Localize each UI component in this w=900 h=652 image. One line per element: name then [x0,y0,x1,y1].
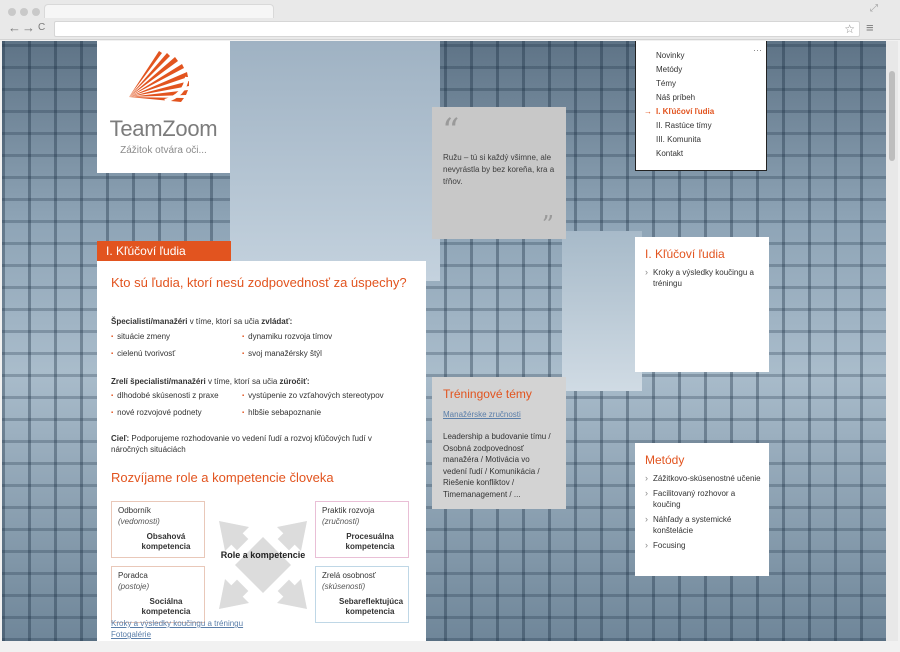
training-title: Tréningové témy [443,387,532,401]
block1-intro-verb: zvládať: [261,317,293,326]
list-item: ▪ vystúpenie zo vzťahových stereotypov [242,388,384,405]
side-box-methods [635,443,769,576]
role-competence: Sebareflektujúca kompetencia [339,597,404,616]
role-sub: (zručnosti) [322,517,360,526]
window-dot-maximize[interactable] [32,8,40,16]
quote-text: Ružu – tú si každý všimne, ale nevyrástla by bez koreňa, kra a tŕňov. [443,153,555,186]
block2-left-list [111,388,219,422]
block1-left-list [111,329,175,363]
nav-item-metody[interactable]: Metódy [656,65,683,74]
role-card-praktik [315,501,409,558]
side-link[interactable]: › Facilitovaný rozhovor a koučing [645,488,763,510]
side-box-list [645,267,763,293]
role-title: Odborník [118,506,151,515]
back-icon[interactable]: ← [8,20,21,35]
nav-item-temy[interactable]: Témy [656,79,676,88]
nav-item-komunita[interactable]: III. Komunita [656,135,701,144]
goal-text [111,433,401,455]
side-link[interactable]: › Focusing [645,540,763,551]
address-bar[interactable] [54,21,860,37]
list-item: ▪ hlbšie sebapoznanie [242,405,384,422]
logo-name: TeamZoom [109,116,218,141]
scrollbar-thumb[interactable] [889,71,895,161]
four-arrows-icon [215,517,311,613]
window-dot-close[interactable] [8,8,16,16]
nav-item-rastuce-timy[interactable]: II. Rastúce tímy [656,121,712,130]
side-box-title: Metódy [645,453,685,467]
role-title: Poradca [118,571,148,580]
role-competence: Procesuálna kompetencia [345,532,395,551]
role-competence: Sociálna kompetencia [141,597,191,616]
browser-tab[interactable] [44,4,274,18]
nav-item-klucovi-ludia[interactable]: → I. Kľúčoví ľudia [646,105,714,119]
list-item: ▪ nové rozvojové podnety [111,405,219,422]
background-sky-2 [562,231,642,391]
link-coaching-results[interactable]: Kroky a výsledky koučingu a tréningu [111,619,244,628]
role-title: Praktik rozvoja [322,506,375,515]
block1-intro [111,316,292,327]
goal-label: Cieľ: [111,434,130,443]
page-viewport [2,41,898,641]
role-sub: (postoje) [118,582,150,591]
main-navigation [635,41,767,171]
side-link[interactable]: › Zážitkovo-skúsenostné učenie [645,473,763,484]
quote-close-icon: ” [541,211,554,239]
nav-item-nas-pribeh[interactable]: Náš príbeh [656,93,696,102]
bookmark-star-icon[interactable]: ☆ [844,22,855,36]
logo[interactable] [97,41,230,173]
side-box-key-people [635,237,769,372]
browser-chrome [0,0,900,40]
side-box-list [645,473,763,555]
background-sky [230,41,440,281]
block2-intro-verb: zúročiť: [279,377,310,386]
main-question-heading: Kto sú ľudia, ktorí nesú zodpovednosť za úspechy? [111,275,407,290]
share-icon[interactable]: ⋯ [753,45,762,55]
role-competence: Obsahová kompetencia [141,532,191,551]
side-link[interactable]: › Kroky a výsledky koučingu a tréningu [645,267,763,289]
block2-intro-rest: v tíme, ktorí sa učia [205,377,280,386]
list-item: ▪ dynamiku rozvoja tímov [242,329,332,346]
quote-open-icon: “ [442,111,460,151]
nav-item-kontakt[interactable]: Kontakt [656,149,684,158]
roles-center-label: Role a kompetencie [220,550,306,560]
role-card-zrela-osobnost [315,566,409,623]
nav-item-novinky[interactable]: Novinky [656,51,685,60]
list-item: ▪ cielenú tvorivosť [111,346,175,363]
block2-intro [111,376,310,387]
training-text: Leadership a budovanie tímu / Osobná zodpovednosť manažéra / Motivácia vo vedení ľudí / Komunikácia / Riešenie konfliktov / Timemanagement / ... [443,432,551,499]
role-card-odbornik [111,501,205,558]
role-title: Zrelá osobnosť [322,571,376,580]
list-item: ▪ svoj manažérsky štýl [242,346,332,363]
browser-menu-icon[interactable]: ≡ [866,20,874,35]
block1-right-list [242,329,332,363]
logo-tagline: Zážitok otvára oči... [120,145,207,156]
role-sub: (skúsenosti) [322,582,366,591]
training-link[interactable]: Manažérske zručnosti [443,410,521,419]
block1-intro-bold: Špecialisti/manažéri [111,317,188,326]
side-box-title: I. Kľúčoví ľudia [645,247,725,261]
main-content [97,261,426,641]
logo-sun-icon [127,47,191,105]
link-photo-gallery[interactable]: Fotogalérie [111,630,152,639]
scrollbar[interactable] [886,41,898,641]
training-topics-box [432,377,566,509]
block1-intro-rest: v tíme, ktorí sa učia [187,317,262,326]
block2-intro-bold: Zrelí špecialisti/manažéri [111,377,206,386]
section-tag: I. Kľúčoví ľudia [97,241,231,261]
role-card-poradca [111,566,205,623]
block2-right-list [242,388,384,422]
role-sub: (vedomosti) [118,517,160,526]
reload-icon[interactable]: C [38,22,46,33]
list-item: ▪ situácie zmeny [111,329,175,346]
list-item: ▪ dlhodobé skúsenosti z praxe [111,388,219,405]
roles-heading: Rozvíjame role a kompetencie človeka [111,470,334,485]
goal-body: Podporujeme rozhodovanie vo vedení ľudí a rozvoj kľúčových ľudí v náročných situáciách [111,434,372,454]
quote-box [432,107,566,239]
fullscreen-icon[interactable]: ⤢ [870,3,878,14]
side-link[interactable]: › Náhľady a systemické konštelácie [645,514,763,536]
forward-icon[interactable]: → [22,20,35,35]
window-dot-minimize[interactable] [20,8,28,16]
